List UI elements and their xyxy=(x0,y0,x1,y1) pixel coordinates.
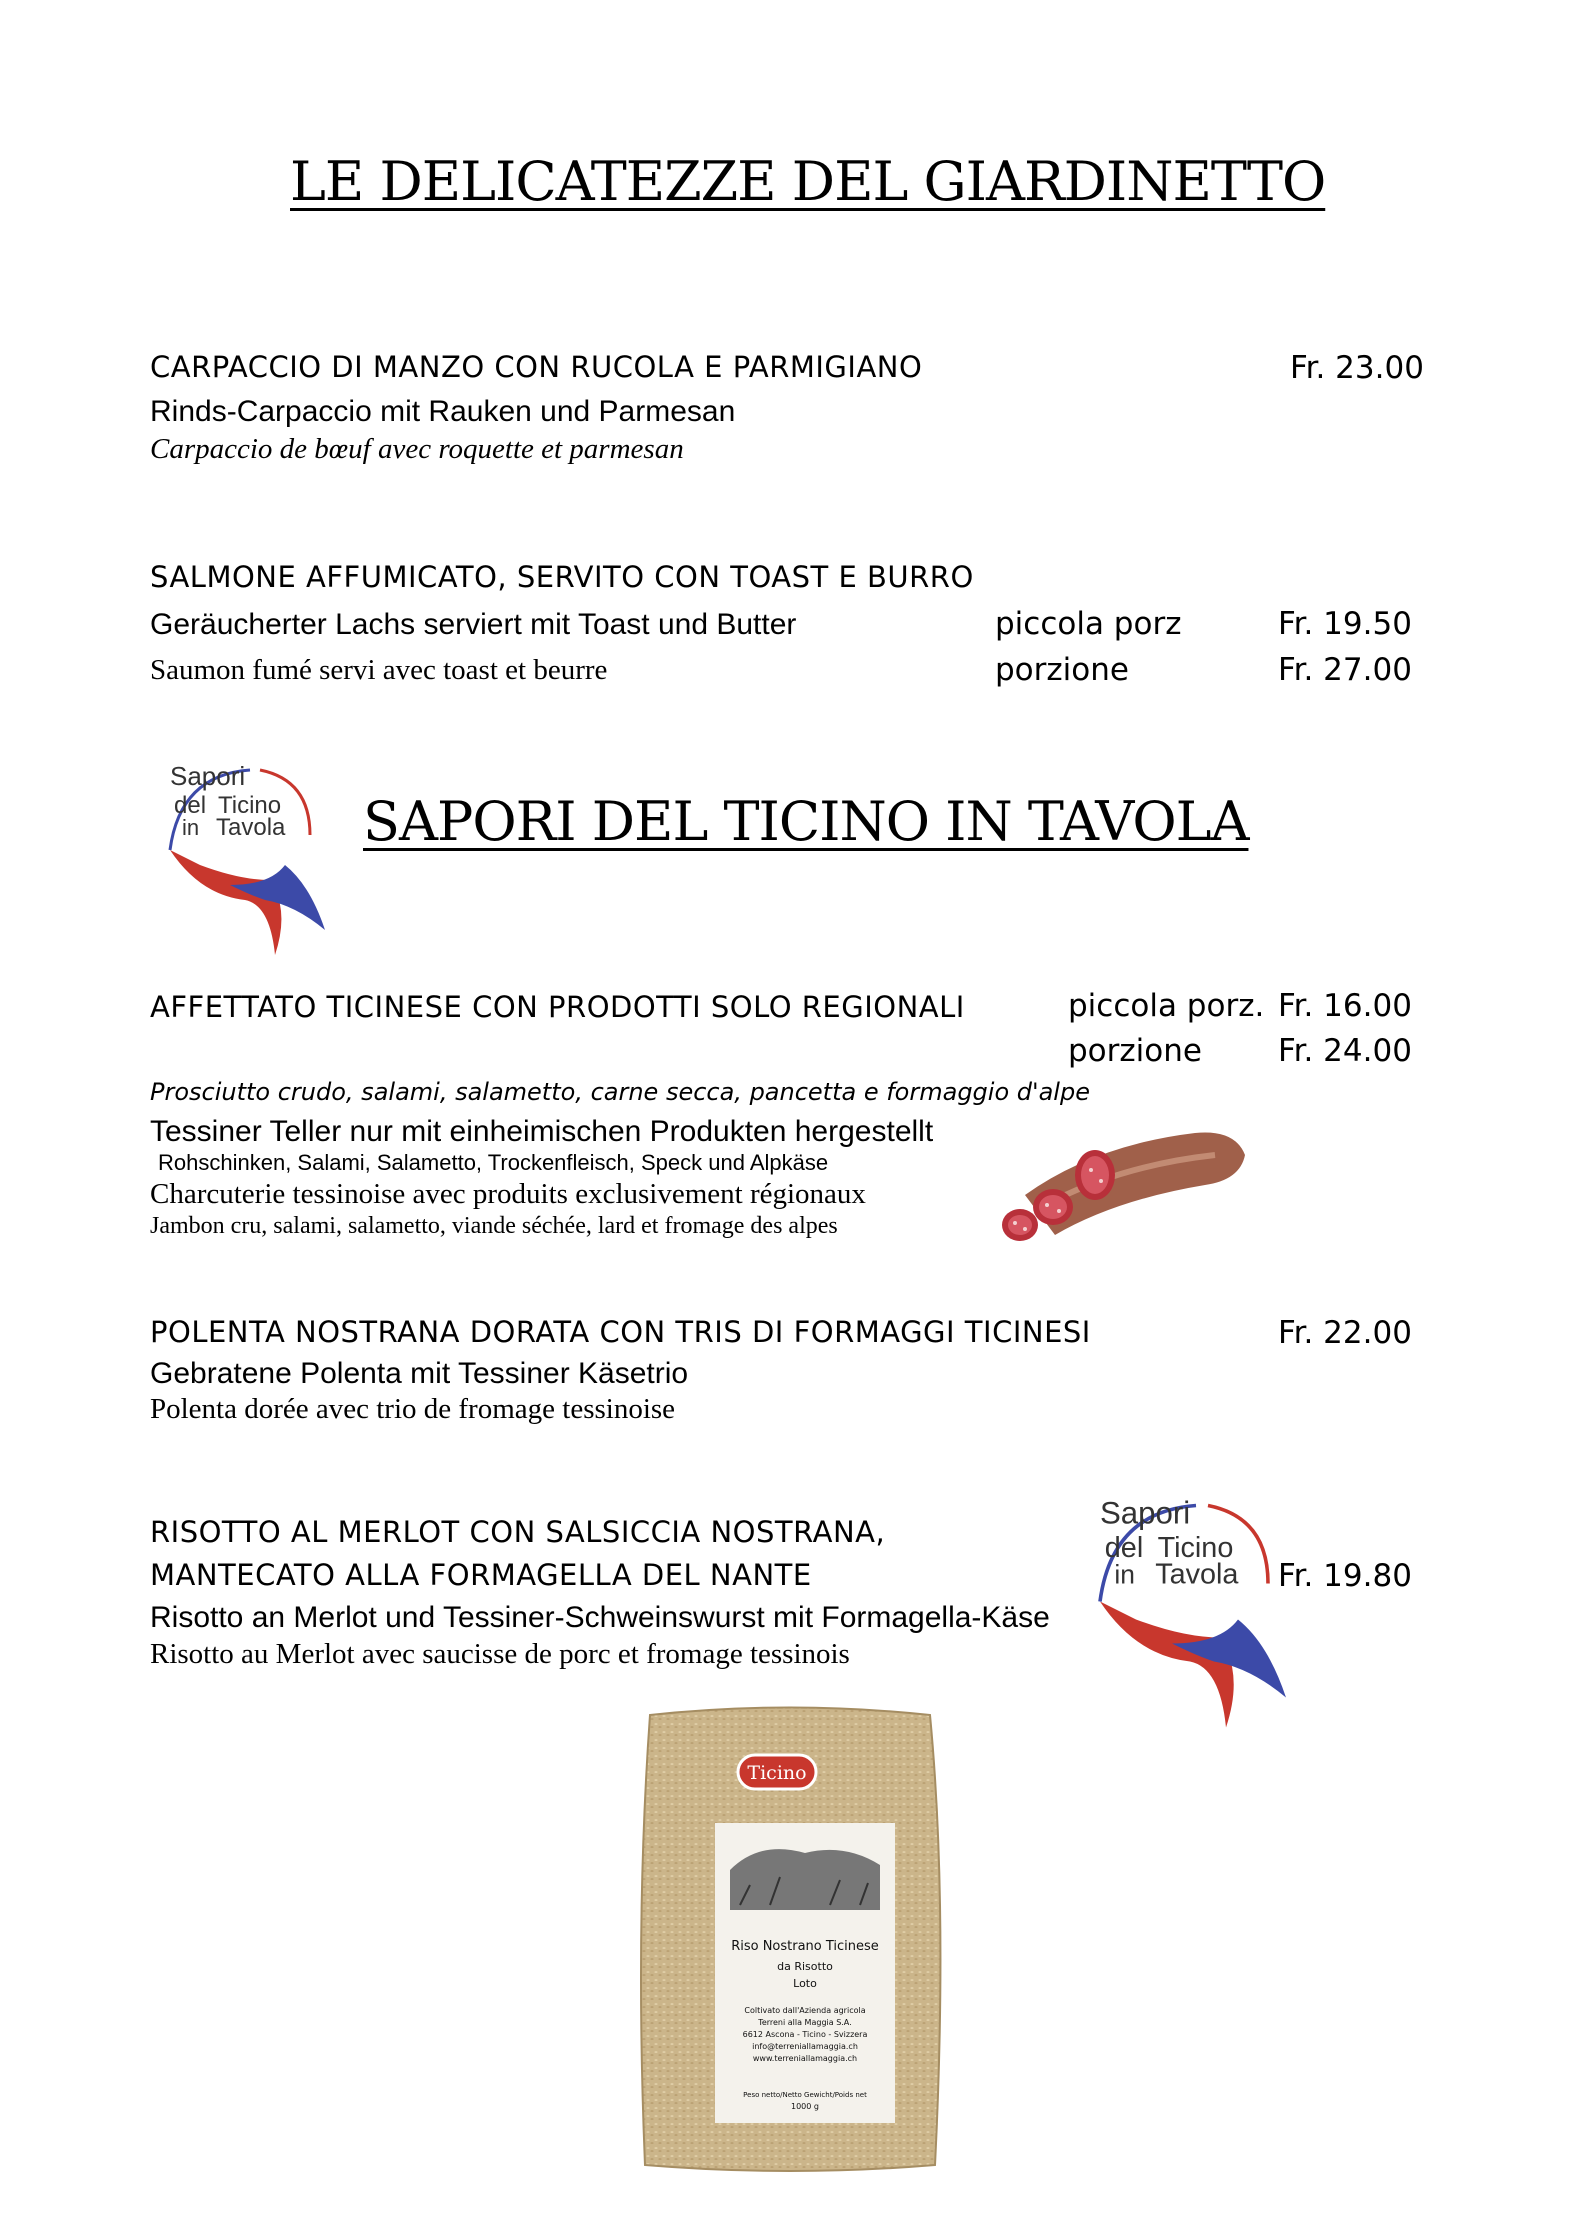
bag-badge: Ticino xyxy=(747,1762,807,1784)
dish-de-risotto: Risotto an Merlot und Tessiner-Schweinswurst mit Formagella-Käse xyxy=(150,1601,1050,1634)
dish-name-risotto-2: MANTECATO ALLA FORMAGELLA DEL NANTE xyxy=(150,1558,812,1592)
bag-sub1: da Risotto xyxy=(777,1960,833,1973)
price-full-affettato: Fr. 24.00 xyxy=(1278,1033,1412,1069)
rice-bag-image xyxy=(630,1705,950,2175)
size-small-affettato: piccola porz. xyxy=(1068,988,1265,1024)
salami-image xyxy=(995,1125,1250,1250)
bag-weight: 1000 g xyxy=(791,2102,819,2111)
dish-fr-carpaccio: Carpaccio de bœuf avec roquette et parmesan xyxy=(150,433,684,465)
bag-line1: Coltivato dall'Azienda agricola xyxy=(744,2006,866,2015)
logo-line2a: del xyxy=(174,792,207,819)
bag-line3: 6612 Ascona - Ticino - Svizzera xyxy=(742,2030,868,2039)
size-small-salmone: piccola porz xyxy=(995,606,1182,642)
ingredients-de-affettato: Rohschinken, Salami, Salametto, Trockenfleisch, Speck und Alpkäse xyxy=(158,1150,829,1175)
logo2-line1: Sapori xyxy=(1100,1495,1191,1531)
logo2-line2b: Ticino xyxy=(1157,1532,1234,1565)
dish-fr-salmone: Saumon fumé servi avec toast et beurre xyxy=(150,654,608,686)
dish-name-carpaccio: CARPACCIO DI MANZO CON RUCOLA E PARMIGIANO xyxy=(150,350,923,384)
logo-line3a: in xyxy=(182,815,200,840)
logo2-line3b: Tavola xyxy=(1155,1558,1239,1591)
bag-line2: Terreni alla Maggia S.A. xyxy=(758,2018,852,2027)
bag-name: Riso Nostrano Ticinese xyxy=(731,1939,879,1954)
logo2-line2a: del xyxy=(1104,1532,1144,1565)
dish-de-polenta: Gebratene Polenta mit Tessiner Käsetrio xyxy=(150,1357,689,1390)
dish-de-carpaccio: Rinds-Carpaccio mit Rauken und Parmesan xyxy=(150,395,736,428)
page-title: LE DELICATEZZE DEL GIARDINETTO xyxy=(290,150,1326,213)
dish-fr-risotto: Risotto au Merlot avec saucisse de porc et fromage tessinois xyxy=(150,1638,850,1670)
ingredients-it-affettato: Prosciutto crudo, salami, salametto, carne secca, pancetta e formaggio d'alpe xyxy=(150,1078,1090,1106)
dish-de-affettato: Tessiner Teller nur mit einheimischen Produkten hergestellt xyxy=(150,1115,934,1148)
logo2-line3a: in xyxy=(1114,1559,1135,1590)
price-full-salmone: Fr. 27.00 xyxy=(1278,652,1412,688)
sapori-logo xyxy=(160,755,335,955)
logo-line3b: Tavola xyxy=(216,814,286,841)
ingredients-fr-affettato: Jambon cru, salami, salametto, viande séchée, lard et fromage des alpes xyxy=(150,1213,838,1239)
bag-line4: info@terreniallamaggia.ch xyxy=(752,2042,858,2051)
size-full-affettato: porzione xyxy=(1068,1033,1202,1069)
bag-sub2: Loto xyxy=(793,1977,817,1990)
sapori-logo-2 xyxy=(1088,1485,1298,1730)
size-full-salmone: porzione xyxy=(995,652,1129,688)
dish-de-salmone: Geräucherter Lachs serviert mit Toast und Butter xyxy=(150,608,797,641)
section-title: SAPORI DEL TICINO IN TAVOLA xyxy=(363,790,1249,853)
logo-line1: Sapori xyxy=(170,761,246,791)
price-risotto: Fr. 19.80 xyxy=(1278,1558,1412,1594)
price-small-salmone: Fr. 19.50 xyxy=(1278,606,1412,642)
dish-name-salmone: SALMONE AFFUMICATO, SERVITO CON TOAST E BURRO xyxy=(150,560,974,594)
logo-line2b: Ticino xyxy=(218,792,282,819)
dish-fr-polenta: Polenta dorée avec trio de fromage tessinoise xyxy=(150,1393,676,1425)
bag-line5: www.terreniallamaggia.ch xyxy=(752,2054,858,2063)
bag-weight-label: Peso netto/Netto Gewicht/Poids net xyxy=(743,2091,867,2099)
dish-name-risotto-1: RISOTTO AL MERLOT CON SALSICCIA NOSTRANA, xyxy=(150,1515,886,1549)
price-small-affettato: Fr. 16.00 xyxy=(1278,988,1412,1024)
price-carpaccio: Fr. 23.00 xyxy=(1290,350,1424,386)
dish-name-polenta: POLENTA NOSTRANA DORATA CON TRIS DI FORMAGGI TICINESI xyxy=(150,1315,1091,1349)
price-polenta: Fr. 22.00 xyxy=(1278,1315,1412,1351)
dish-name-affettato: AFFETTATO TICINESE CON PRODOTTI SOLO REGIONALI xyxy=(150,990,965,1024)
dish-fr-affettato: Charcuterie tessinoise avec produits exclusivement régionaux xyxy=(150,1178,866,1210)
